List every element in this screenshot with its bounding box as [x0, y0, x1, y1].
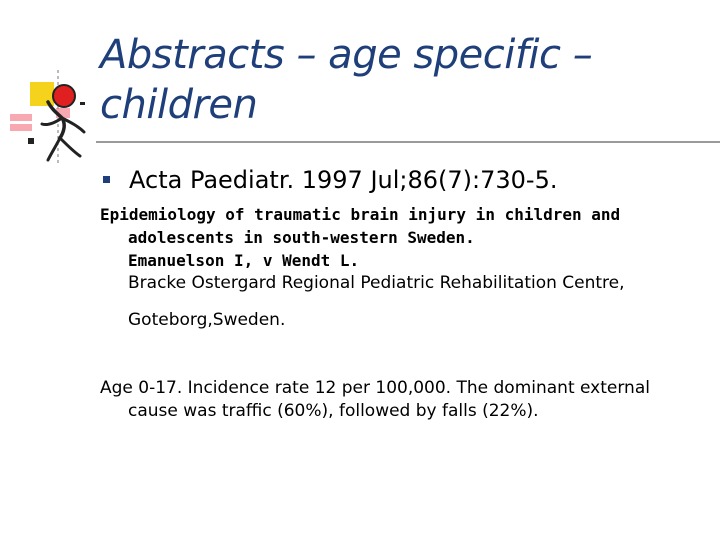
logo-leg-right	[60, 138, 80, 156]
title-divider	[96, 141, 720, 143]
citation-title-line-2: adolescents in south-western Sweden.	[128, 228, 475, 247]
citation-affiliation-line-2: Goteborg,Sweden.	[128, 310, 286, 330]
logo-black-square	[28, 138, 34, 144]
logo-pink-block-2	[10, 124, 32, 131]
logo-pink-block	[10, 114, 32, 121]
title-line-2: children	[100, 82, 258, 128]
summary-line-1: Age 0-17. Incidence rate 12 per 100,000. The dominant external	[100, 378, 650, 398]
bullet-square-icon	[103, 176, 110, 183]
summary-line-2: cause was traffic (60%), followed by falls (22%).	[128, 401, 539, 421]
logo-black-tick	[80, 102, 85, 105]
page-title	[100, 30, 700, 130]
logo-yellow-block	[30, 82, 54, 106]
stick-figure-logo-icon	[8, 68, 98, 168]
citation-authors: Emanuelson I, v Wendt L.	[128, 251, 360, 270]
journal-reference: Acta Paediatr. 1997 Jul;86(7):730-5.	[129, 166, 558, 194]
citation-title-line-1: Epidemiology of traumatic brain injury in children and	[100, 205, 621, 224]
logo-head	[53, 85, 75, 107]
title-line-1: Abstracts – age specific –	[100, 32, 593, 78]
citation-affiliation-line-1: Bracke Ostergard Regional Pediatric Rehabilitation Centre,	[128, 273, 625, 293]
summary-block	[100, 377, 700, 423]
citation-block	[100, 203, 700, 332]
logo-arm-left	[42, 118, 62, 125]
